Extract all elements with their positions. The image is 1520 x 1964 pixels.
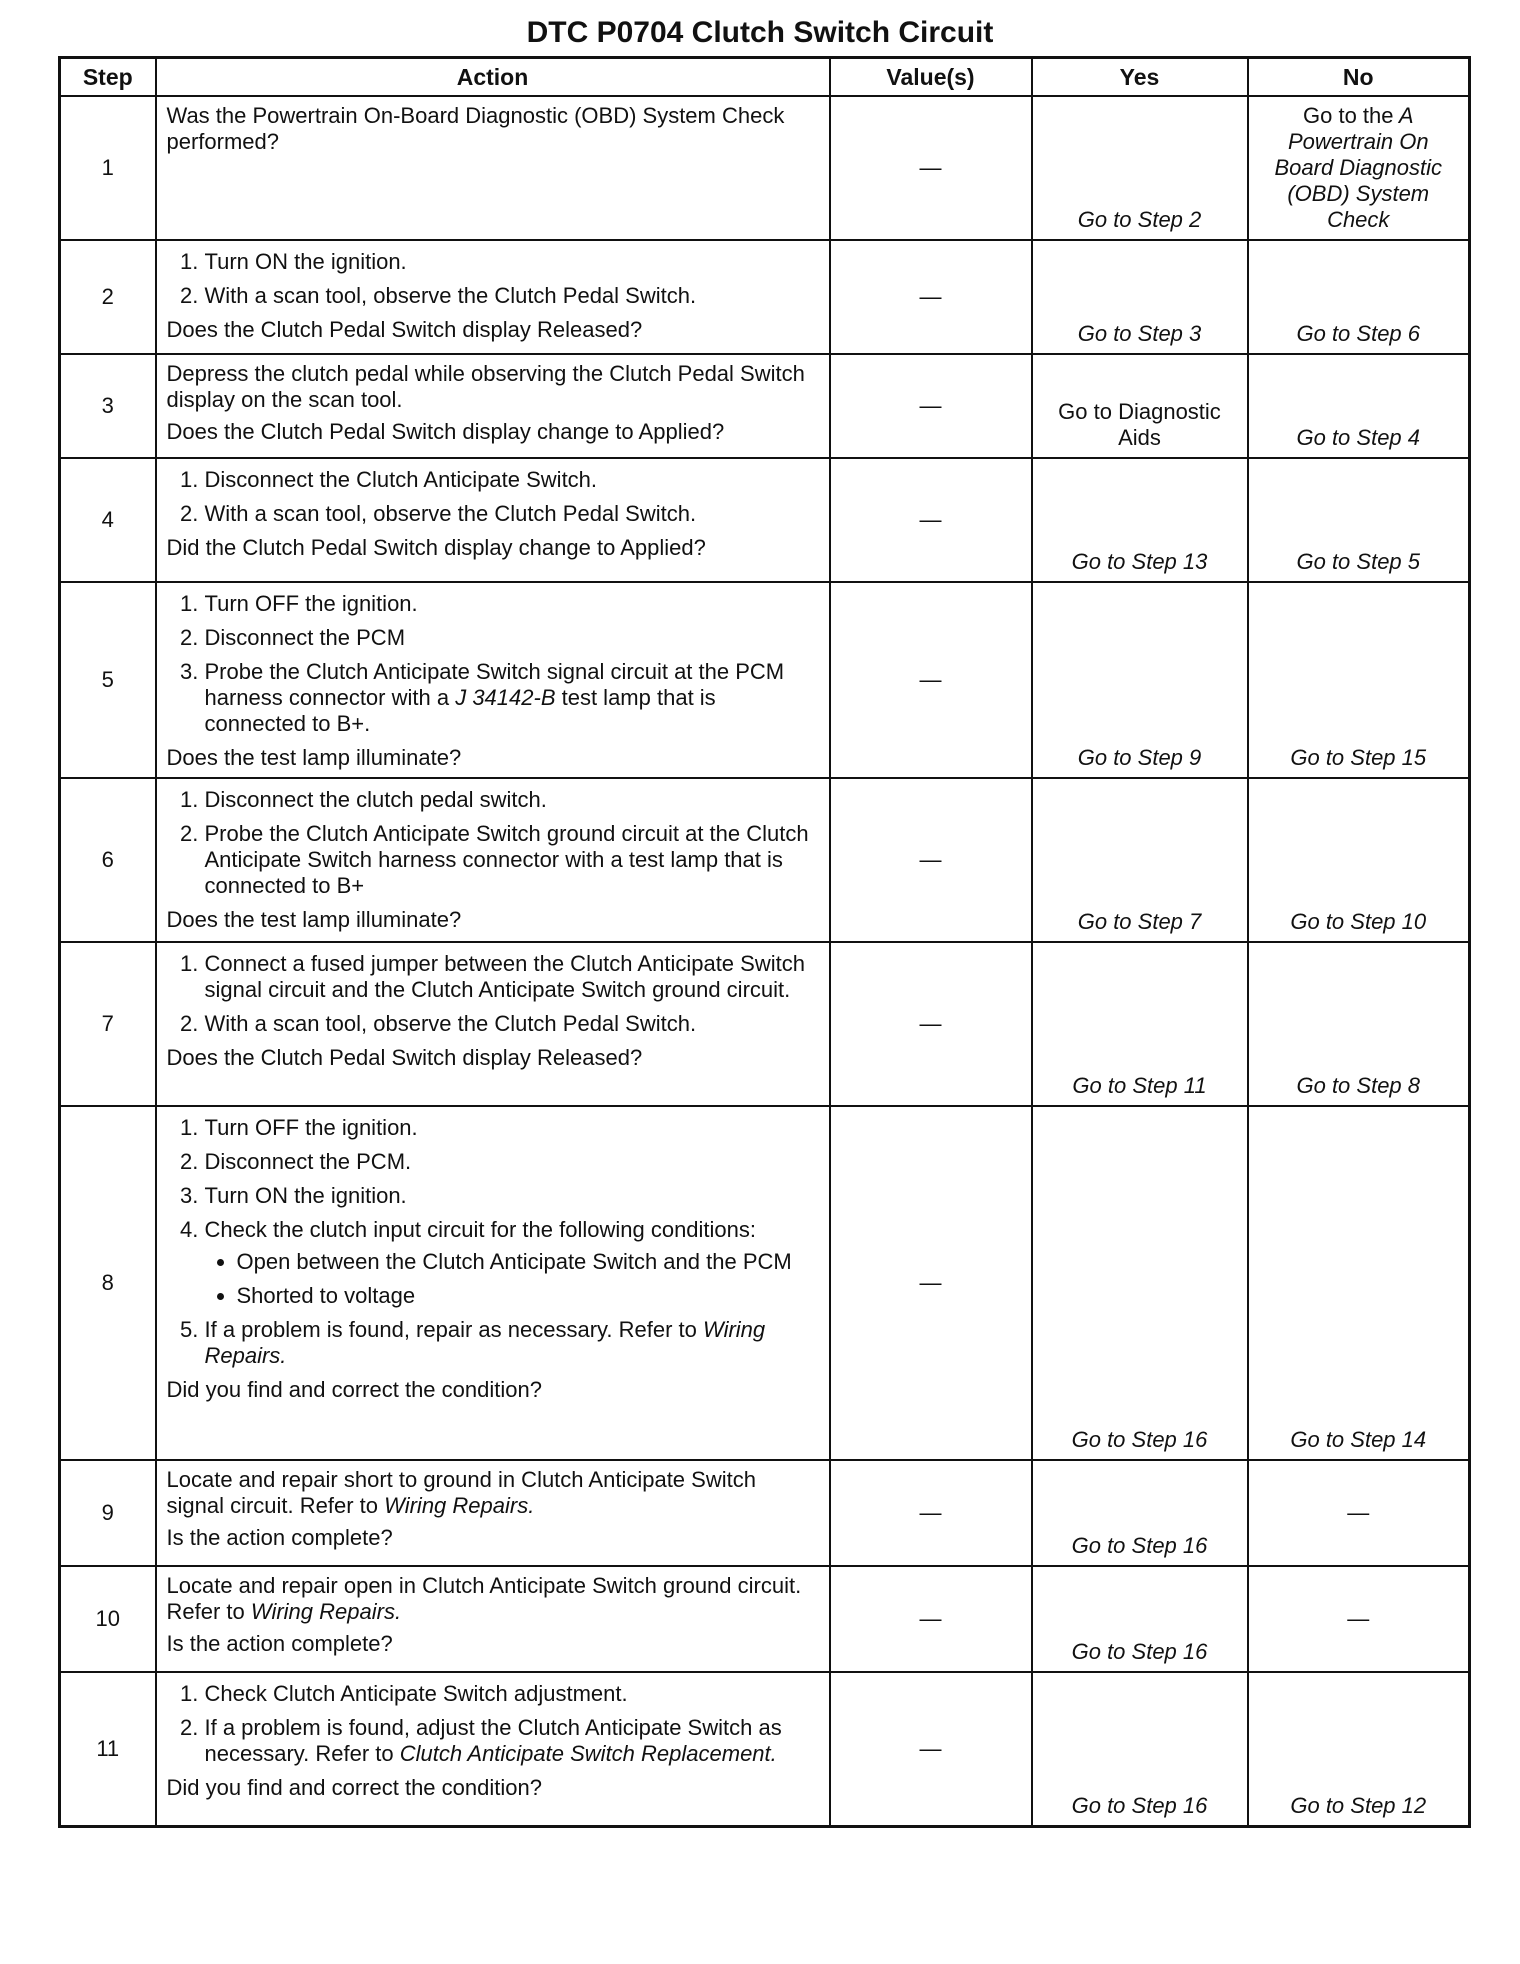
no-text: Go to the [1303,103,1394,128]
action-cell [156,354,830,458]
action-step [205,1217,819,1309]
action-step [205,659,819,737]
table-row [60,1106,1470,1460]
action-steps [167,591,819,737]
no-cell: Go to Step 5 [1248,458,1470,582]
step-number: 5 [60,582,156,778]
header-action: Action [156,58,830,97]
yes-cell: Go to Step 2 [1032,96,1248,240]
action-step-text: Check the clutch input circuit for the following conditions: [204,1217,757,1242]
action-question: Does the Clutch Pedal Switch display Released? [166,317,643,342]
step-number: 10 [60,1566,156,1672]
action-step: 2. With a scan tool, observe the Clutch Pedal Switch. [205,283,819,309]
action-cell [156,240,830,354]
action-cell [156,1106,830,1460]
table-row [60,1460,1470,1566]
table-header-row [60,58,1470,97]
no-cell [1248,96,1470,240]
condition-item: • Shorted to voltage [237,1283,819,1309]
tool-reference: J 34142-B [455,685,556,710]
value-cell: — [830,240,1032,354]
action-question: Does the test lamp illuminate? [166,907,462,932]
yes-cell: Go to Step 16 [1032,1106,1248,1460]
header-no: No [1248,58,1470,97]
value-cell: — [830,778,1032,942]
action-text-part: Locate and repair short to ground in Clutch Anticipate Switch signal circuit. Refer to [166,1467,756,1518]
yes-cell: Go to Step 13 [1032,458,1248,582]
value-cell: — [830,582,1032,778]
action-step-text: test lamp that is connected to B+. [204,685,716,736]
table-row [60,778,1470,942]
yes-cell: Go to Step 7 [1032,778,1248,942]
action-step: 2. With a scan tool, observe the Clutch Pedal Switch. [205,501,819,527]
header-values: Value(s) [830,58,1032,97]
action-cell [156,96,830,240]
no-cell: Go to Step 6 [1248,240,1470,354]
action-step [205,1317,819,1369]
no-cell: Go to Step 4 [1248,354,1470,458]
table-row [60,942,1470,1106]
condition-item: • Open between the Clutch Anticipate Switch and the PCM [237,1249,819,1275]
value-cell: — [830,1566,1032,1672]
action-step: 2. Disconnect the PCM [205,625,819,651]
no-cell: Go to Step 8 [1248,942,1470,1106]
value-cell: — [830,942,1032,1106]
action-question: Did you find and correct the condition? [166,1377,542,1402]
table-row [60,240,1470,354]
action-cell [156,582,830,778]
yes-cell: Go to Step 3 [1032,240,1248,354]
table-row [60,1672,1470,1827]
action-steps [167,467,819,527]
action-question: Does the Clutch Pedal Switch display change to Applied? [166,419,725,444]
step-number: 2 [60,240,156,354]
doc-reference: Clutch Anticipate Switch Replacement. [399,1741,777,1766]
table-row [60,1566,1470,1672]
no-cell: Go to Step 14 [1248,1106,1470,1460]
action-step: 1. Turn OFF the ignition. [205,1115,819,1141]
action-step-text: If a problem is found, adjust the Clutch Anticipate Switch as necessary. Refer to [204,1715,782,1766]
step-number: 4 [60,458,156,582]
action-cell [156,1460,830,1566]
table-row [60,458,1470,582]
action-step: 1. Check Clutch Anticipate Switch adjustment. [205,1681,819,1707]
action-step: 1. Connect a fused jumper between the Clutch Anticipate Switch signal circuit and the Clutch Anticipate Switch ground circuit. [205,951,819,1003]
action-steps [167,951,819,1037]
yes-cell [1032,354,1248,458]
no-cell: Go to Step 15 [1248,582,1470,778]
action-step: 1. Turn ON the ignition. [205,249,819,275]
doc-reference: Wiring Repairs. [204,1317,766,1368]
action-question: Is the action complete? [166,1631,393,1656]
action-step: 2. Probe the Clutch Anticipate Switch ground circuit at the Clutch Anticipate Switch harness connector with a test lamp that is connected to B+ [205,821,819,899]
step-number: 3 [60,354,156,458]
doc-reference: Wiring Repairs. [250,1599,402,1624]
action-step: 2. Disconnect the PCM. [205,1149,819,1175]
action-step: 1. Disconnect the Clutch Anticipate Switch. [205,467,819,493]
table-row [60,582,1470,778]
action-step: 3. Turn ON the ignition. [205,1183,819,1209]
value-cell: — [830,1106,1032,1460]
action-question: Does the Clutch Pedal Switch display Released? [166,1045,643,1070]
header-step: Step [60,58,156,97]
action-steps [167,249,819,309]
action-text: Was the Powertrain On-Board Diagnostic (OBD) System Check performed? [166,103,785,154]
no-cell: — [1248,1460,1470,1566]
action-step: 1. Disconnect the clutch pedal switch. [205,787,819,813]
no-cell: — [1248,1566,1470,1672]
action-steps [167,787,819,899]
step-number: 9 [60,1460,156,1566]
action-text [167,1467,819,1519]
value-cell: — [830,458,1032,582]
yes-text: Go to Diagnostic Aids [1058,399,1221,450]
action-step: 1. Turn OFF the ignition. [205,591,819,617]
step-number: 8 [60,1106,156,1460]
step-number: 7 [60,942,156,1106]
action-step [205,1715,819,1767]
page-title: DTC P0704 Clutch Switch Circuit [526,16,994,49]
step-number: 11 [60,1672,156,1827]
step-number: 1 [60,96,156,240]
action-steps [167,1681,819,1767]
yes-cell: Go to Step 16 [1032,1566,1248,1672]
action-steps [167,1115,819,1369]
no-link-text: A Powertrain On Board Diagnostic (OBD) System Check [1274,103,1443,232]
action-question: Did the Clutch Pedal Switch display change to Applied? [166,535,706,560]
header-yes: Yes [1032,58,1248,97]
action-text: Depress the clutch pedal while observing the Clutch Pedal Switch display on the scan tool. [166,361,805,412]
value-cell: — [830,96,1032,240]
doc-reference: Wiring Repairs. [384,1493,535,1518]
action-question: Did you find and correct the condition? [166,1775,542,1800]
action-step: 2. With a scan tool, observe the Clutch Pedal Switch. [205,1011,819,1037]
yes-cell: Go to Step 16 [1032,1672,1248,1827]
action-step-text: If a problem is found, repair as necessary. Refer to [204,1317,703,1342]
table-row [60,354,1470,458]
action-text [167,1573,819,1625]
action-cell [156,778,830,942]
action-cell [156,1566,830,1672]
step-number: 6 [60,778,156,942]
action-cell [156,942,830,1106]
yes-cell: Go to Step 9 [1032,582,1248,778]
action-cell [156,458,830,582]
action-question: Is the action complete? [166,1525,393,1550]
value-cell: — [830,1460,1032,1566]
action-text-part: Locate and repair open in Clutch Anticipate Switch ground circuit. Refer to [166,1573,802,1624]
table-row [60,96,1470,240]
no-cell: Go to Step 10 [1248,778,1470,942]
diagnostic-table [58,56,1471,1828]
yes-cell: Go to Step 11 [1032,942,1248,1106]
action-cell [156,1672,830,1827]
condition-list [205,1249,819,1309]
yes-cell: Go to Step 16 [1032,1460,1248,1566]
value-cell: — [830,354,1032,458]
no-cell: Go to Step 12 [1248,1672,1470,1827]
value-cell: — [830,1672,1032,1827]
action-step-text: Probe the Clutch Anticipate Switch signal circuit at the PCM harness connector with a [204,659,785,710]
action-question: Does the test lamp illuminate? [166,745,462,770]
